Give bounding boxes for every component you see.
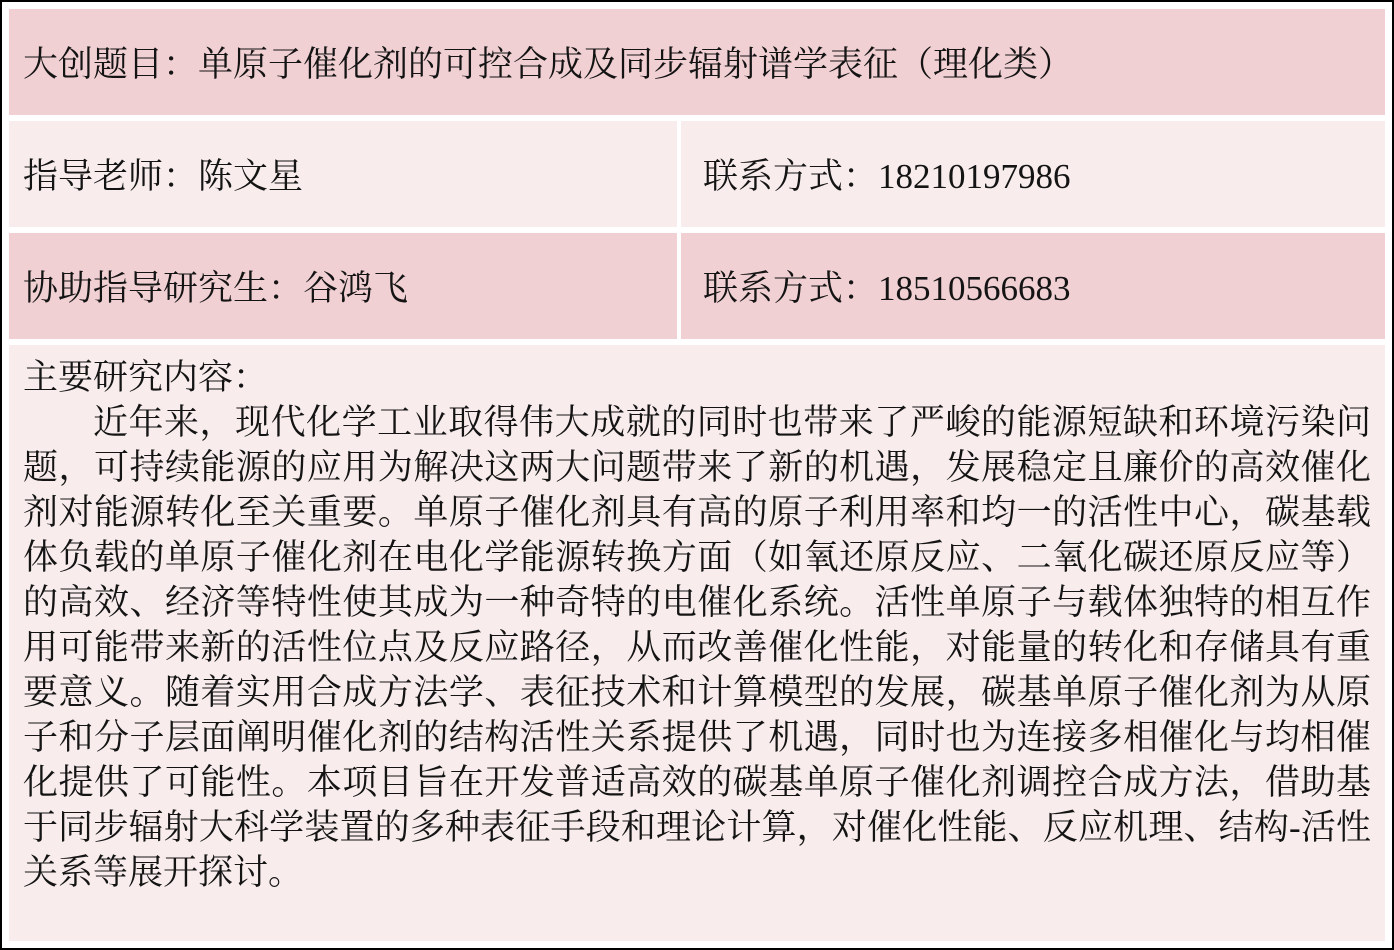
assistant-contact-cell — [681, 233, 1385, 339]
assistant-name: 协助指导研究生：谷鸿飞 — [23, 269, 409, 308]
advisor-contact: 联系方式：18210197986 — [703, 157, 1071, 196]
advisor-contact-cell — [681, 121, 1385, 227]
assistant-row — [9, 233, 1385, 339]
advisor-name: 指导老师：陈文星 — [23, 157, 304, 196]
content-heading: 主要研究内容： — [23, 358, 269, 397]
title-row — [9, 9, 1385, 115]
advisor-name-cell — [9, 121, 677, 227]
assistant-name-cell — [9, 233, 677, 339]
assistant-contact: 联系方式：18510566683 — [703, 269, 1071, 308]
content-paragraph: 近年来，现代化学工业取得伟大成就的同时也带来了严峻的能源短缺和环境污染问题，可持续能源的应用为解决这两大问题带来了新的机遇，发展稳定且廉价的高效催化剂对能源转化至关重要。单原子催化剂具有高的原子利用率和均一的活性中心，碳基载体负载的单原子催化剂在电化学能源转换方面（如氧还原反应、二氧化碳还原反应等）的高效、经济等特性使其成为一种奇特的电催化系统。活性单原子与载体独特的相互作用可能带来新的活性位点及反应路径，从而改善催化性能，对能量的转化和存储具有重要意义。随着实用合成方法学、表征技术和计算模型的发展，碳基单原子催化剂为从原子和分子层面阐明催化剂的结构活性关系提供了机遇，同时也为连接多相催化与均相催化提供了可能性。本项目旨在开发普适高效的碳基单原子催化剂调控合成方法，借助基于同步辐射大科学装置的多种表征手段和理论计算，对催化性能、反应机理、结构-活性关系等展开探讨。 — [23, 403, 1371, 892]
content-row — [9, 345, 1385, 941]
advisor-row — [9, 121, 1385, 227]
project-title: 大创题目：单原子催化剂的可控合成及同步辐射谱学表征（理化类） — [23, 45, 1074, 84]
